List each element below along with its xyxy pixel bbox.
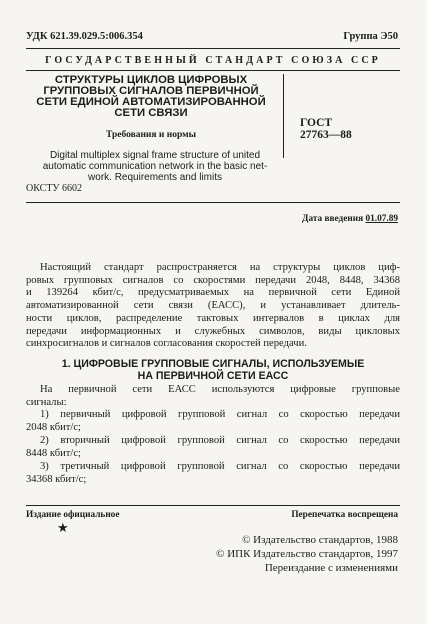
- list-item-line: 8448 кбит/с;: [26, 447, 81, 459]
- footer-rule: [26, 505, 400, 506]
- official-edition-label: Издание официальное: [26, 510, 120, 520]
- copyright-line: © Издательство стандартов, 1988: [242, 534, 398, 546]
- banner-rule: [26, 70, 400, 71]
- list-item: [26, 409, 400, 434]
- section-intro-line: сигналы:: [26, 396, 67, 408]
- udk-code: УДК 621.39.029.5:006.354: [26, 31, 143, 42]
- section-heading-line: НА ПЕРВИЧНОЙ СЕТИ ЕАСС: [137, 370, 289, 382]
- paragraph-line: и 139264 кбит/с, предусматриваемых на первичной сети Единой: [26, 287, 400, 299]
- standard-banner: ГОСУДАРСТВЕННЫЙ СТАНДАРТ СОЮЗА ССР: [45, 55, 381, 66]
- list-item-line: 2) вторичный цифровой групповой сигнал со скоростью передачи: [40, 435, 400, 446]
- okstu-code: ОКСТУ 6602: [26, 183, 83, 194]
- english-title-line: automatic communication network in the basic net-: [42, 161, 268, 172]
- section-intro: [26, 384, 400, 409]
- title-divider: [283, 74, 284, 158]
- scope-paragraph: [26, 262, 400, 351]
- english-title-line: work. Requirements and limits: [88, 172, 222, 183]
- introduction-date-value: 01.07.89: [365, 214, 398, 224]
- list-item-line: 1) первичный цифровой групповой сигнал со скоростью передачи: [40, 409, 400, 420]
- title-line: СЕТИ СВЯЗИ: [114, 107, 188, 119]
- title-line: СТРУКТУРЫ ЦИКЛОВ ЦИФРОВЫХ: [54, 74, 248, 86]
- list-item: [26, 435, 400, 460]
- section-heading: [26, 358, 400, 382]
- paragraph-line: ровых групповых сигналов со скоростями передачи 2048, 8448, 34368: [26, 274, 400, 286]
- gost-label: ГОСТ: [300, 117, 333, 129]
- paragraph-line: передачи информационных и служебных символов, виды цикловых: [26, 325, 400, 337]
- reprint-prohibited-label: Перепечатка воспрещена: [291, 510, 398, 520]
- top-rule: [26, 48, 400, 49]
- copyright-line: © ИПК Издательство стандартов, 1997: [216, 548, 398, 560]
- paragraph-line: синхросигналов и сигналов согласования скоростей передачи.: [26, 338, 307, 350]
- gost-designation: [300, 117, 352, 141]
- section-intro-line: На первичной сети ЕАСС используются цифровые групповые: [40, 384, 400, 395]
- group-code: Группа Э50: [343, 31, 398, 42]
- star-icon: ★: [57, 520, 69, 535]
- introduction-date: [302, 214, 398, 224]
- english-title: [40, 150, 270, 183]
- list-item-line: 34368 кбит/с;: [26, 473, 87, 485]
- paragraph-line: автоматизированной сети связи (ЕАСС), и устанавливает длитель-: [26, 300, 400, 312]
- list-item-line: 3) третичный цифровой групповой сигнал со скоростью передачи: [40, 461, 400, 472]
- gost-number: 27763—88: [300, 129, 352, 141]
- section-heading-line: 1. ЦИФРОВЫЕ ГРУППОВЫЕ СИГНАЛЫ, ИСПОЛЬЗУЕМЫЕ: [61, 358, 365, 370]
- paragraph-line: Настоящий стандарт распространяется на структуры циклов циф-: [40, 262, 400, 273]
- copyright-line: Переиздание с изменениями: [264, 562, 398, 574]
- paragraph-line: ности циклов, распределение тактовых интервалов в циклах для: [26, 312, 400, 324]
- copyright-block: [216, 533, 398, 575]
- document-subtitle: Требования и нормы: [105, 130, 197, 140]
- list-item: [26, 461, 400, 486]
- header-bottom-rule: [26, 202, 400, 203]
- document-title: [26, 75, 276, 119]
- list-item-line: 2048 кбит/с;: [26, 421, 81, 433]
- introduction-date-label: Дата введения: [302, 214, 364, 224]
- title-line: ГРУППОВЫХ СИГНАЛОВ ПЕРВИЧНОЙ: [43, 85, 259, 97]
- english-title-line: Digital multiplex signal frame structure of united: [49, 150, 261, 161]
- title-line: СЕТИ ЕДИНОЙ АВТОМАТИЗИРОВАННОЙ: [36, 96, 266, 108]
